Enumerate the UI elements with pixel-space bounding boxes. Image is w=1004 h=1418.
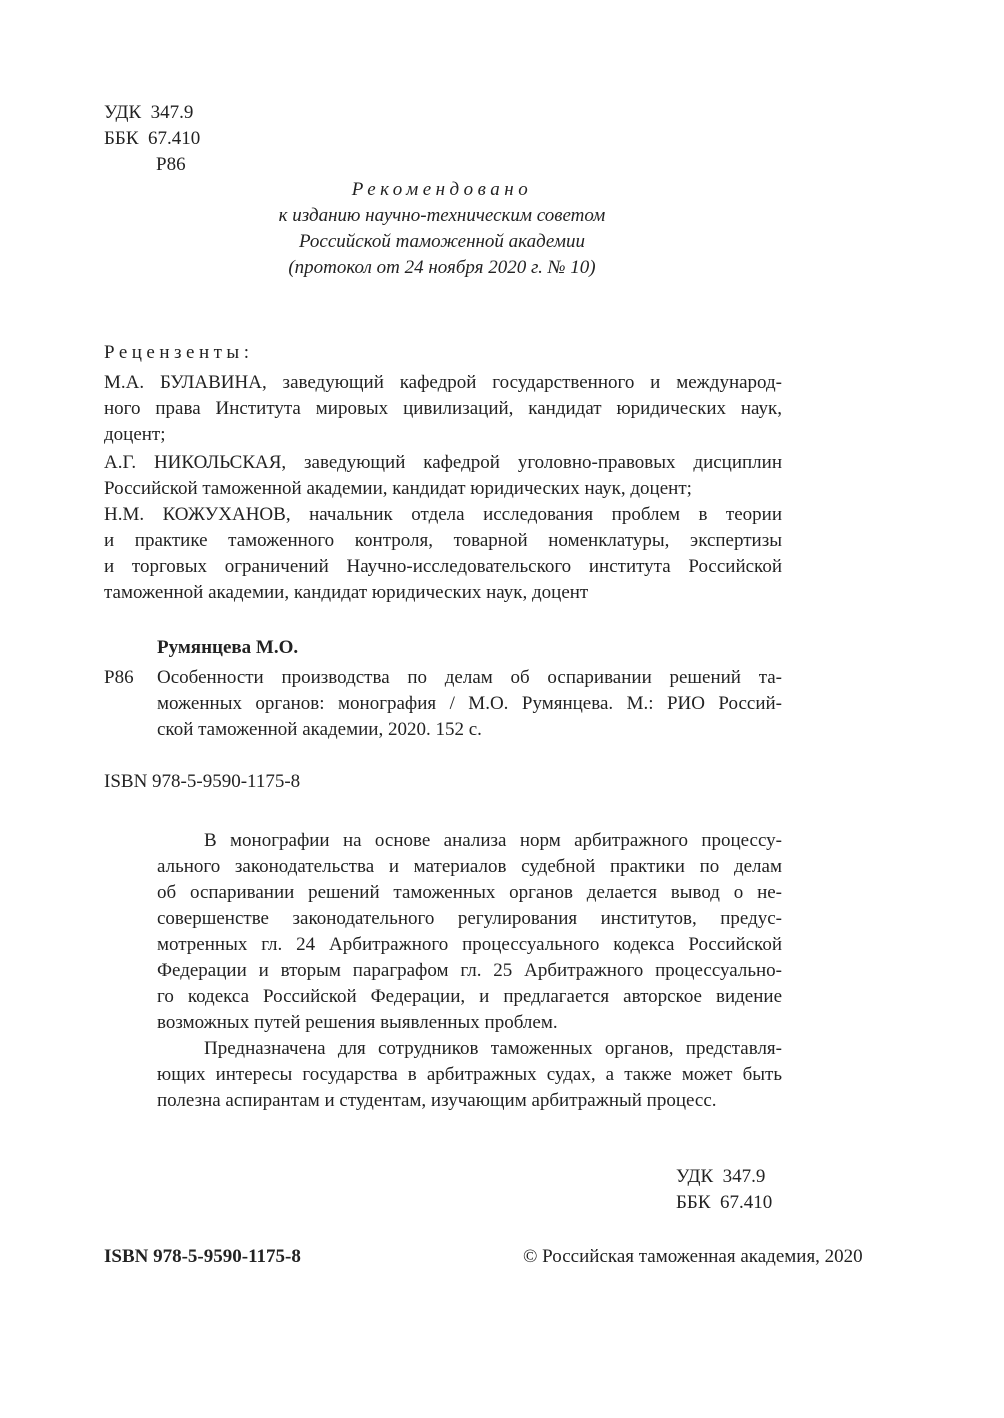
abstract-line: Предназначена для сотрудников таможенных органов, представля- [204, 1038, 782, 1059]
abstract-line: об оспаривании решений таможенных органов делается вывод о не- [157, 882, 782, 903]
recommendation-heading: Рекомендовано [351, 179, 533, 200]
abstract-line: го кодекса Российской Федерации, и предлагается авторское видение [157, 986, 782, 1007]
classification-block [104, 100, 200, 178]
abstract [157, 828, 782, 1114]
footer-classification [676, 1164, 772, 1216]
abstract-line: мотренных гл. 24 Арбитражного процессуального кодекса Российской [157, 934, 782, 955]
reviewer-3-line: таможенной академии, кандидат юридических наук, доцент [104, 582, 589, 603]
bibliography-line: Особенности производства по делам об оспаривании решений та- [157, 667, 782, 688]
reviewer-1-line: ного права Института мировых цивилизаций, кандидат юридических наук, [104, 398, 782, 419]
reviewers-list [104, 370, 782, 606]
abstract-line: ального законодательства и материалов судебной практики по делам [157, 856, 782, 877]
bibliography-line: ской таможенной академии, 2020. 152 с. [157, 719, 482, 740]
copyright: © Российская таможенная академия, 2020 [523, 1246, 863, 1267]
reviewer-3-line: и практике таможенного контроля, товарной номенклатуры, экспертизы [104, 530, 782, 551]
isbn-bold: ISBN 978-5-9590-1175-8 [104, 1246, 301, 1267]
footer-udk-line: УДК 347.9 [676, 1166, 766, 1187]
udk-line: УДК 347.9 [104, 102, 194, 123]
abstract-line: возможных путей решения выявленных проблем. [157, 1012, 558, 1033]
reviewer-3-line: Н.М. КОЖУХАНОВ, начальник отдела исследования проблем в теории [104, 504, 782, 525]
bibliography-mark: Р86 [104, 667, 134, 688]
recommendation-line: (протокол от 24 ноября 2020 г. № 10) [288, 257, 596, 278]
abstract-line: совершенстве законодательного регулирования институтов, предус- [157, 908, 782, 929]
reviewer-2-line: Российской таможенной академии, кандидат юридических наук, доцент; [104, 478, 692, 499]
isbn-plain: ISBN 978-5-9590-1175-8 [104, 771, 301, 792]
reviewer-1-line: М.А. БУЛАВИНА, заведующий кафедрой государственного и международ- [104, 372, 782, 393]
bibliography-author: Румянцева М.О. [157, 637, 299, 658]
reviewers-heading: Рецензенты: [104, 342, 254, 363]
footer-bbk-line: ББК 67.410 [676, 1192, 773, 1213]
abstract-line: полезна аспирантам и студентам, изучающим арбитражный процесс. [157, 1090, 717, 1111]
recommendation-block [242, 177, 642, 281]
reviewer-2-line: А.Г. НИКОЛЬСКАЯ, заведующий кафедрой уголовно-правовых дисциплин [104, 452, 782, 473]
reviewer-3-line: и торговых ограничений Научно-исследовательского института Российской [104, 556, 782, 577]
bbk-line: ББК 67.410 [104, 128, 201, 149]
recommendation-line: к изданию научно-техническим советом [278, 205, 606, 226]
bibliography-description [157, 665, 782, 743]
abstract-line: ющих интересы государства в арбитражных судах, а также может быть [157, 1064, 782, 1085]
author-mark: Р86 [156, 154, 186, 175]
bibliography-line: моженных органов: монография / М.О. Румянцева. М.: РИО Россий- [157, 693, 782, 714]
abstract-line: Федерации и вторым параграфом гл. 25 Арбитражного процессуально- [157, 960, 782, 981]
abstract-line: В монографии на основе анализа норм арбитражного процессу- [204, 830, 782, 851]
reviewer-1-line: доцент; [104, 424, 166, 445]
recommendation-line: Российской таможенной академии [298, 231, 586, 252]
